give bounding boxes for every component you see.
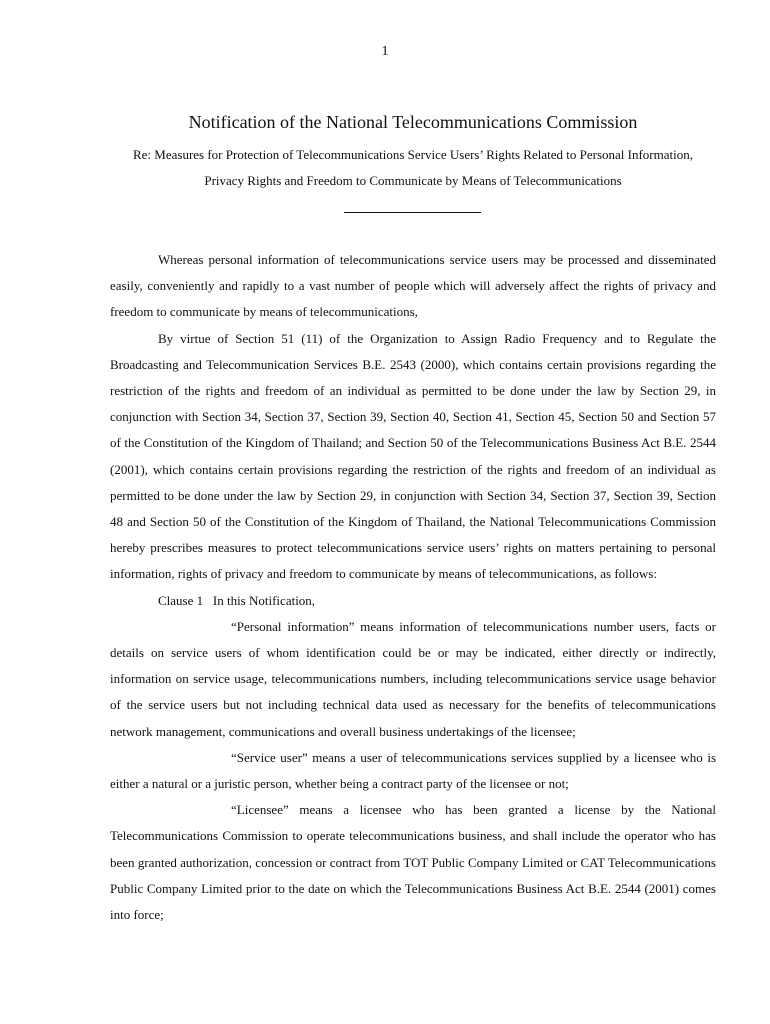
subtitle-line-2: Privacy Rights and Freedom to Communicate by Means of Telecommunications xyxy=(204,173,622,188)
paragraph-whereas: Whereas personal information of telecommunications service users may be processed and disseminated easily, conveniently and rapidly to a vast number of people which will adversely affect the rights of privacy and freedom to communicate by means of telecommunications, xyxy=(110,252,716,320)
definition-personal-information: “Personal information” means information of telecommunications number users, facts or details on service users of whom identification could be or may be indicated, either directly or indirectly, information on service usage, telecommunications numbers, including telecommunications service usage behavior of the service users but not including technical data used as necessary for the benefits of telecommunications network management, communications and overall business undertakings of the licensee; xyxy=(110,618,716,739)
clause-1-heading: Clause 1 In this Notification, xyxy=(158,592,316,608)
definition-licensee: “Licensee” means a licensee who has been granted a license by the National Telecommunications Commission to operate telecommunications business, and shall include the operator who has been granted authorization, concession or contract from TOT Public Company Limited or CAT Telecommunications Public Company Limited prior to the date on which the Telecommunications Business Act B.E. 2544 (2001) comes into force; xyxy=(110,802,716,923)
page-number: 1 xyxy=(381,44,389,59)
title-divider xyxy=(344,212,481,213)
definition-service-user: “Service user” means a user of telecommunications services supplied by a licensee who is either a natural or a juristic person, whether being a contract party of the licensee or not; xyxy=(110,749,716,792)
paragraph-by-virtue: By virtue of Section 51 (11) of the Organization to Assign Radio Frequency and to Regulate the Broadcasting and Telecommunication Services B.E. 2543 (2000), which contains certain provisions regarding the restriction of the rights and freedom of an individual as permitted to be done under the law by Section 29, in conjunction with Section 34, Section 37, Section 39, Section 40, Section 41, Section 45, Section 50 and Section 57 of the Constitution of the Kingdom of Thailand; and Section 50 of the Telecommunications Business Act B.E. 2544 (2001), which contains certain provisions regarding the restriction of the rights and freedom of an individual as permitted to be done under the law by Section 29, in conjunction with Section 34, Section 37, Section 39, Section 48 and Section 50 of the Constitution of the Kingdom of Thailand, the National Telecommunications Commission hereby prescribes measures to protect telecommunications service users’ rights on matters pertaining to personal information, rights of privacy and freedom to communicate by means of telecommunications, as follows: xyxy=(110,330,716,582)
document-body xyxy=(110,247,716,928)
subtitle-line-1: Re: Measures for Protection of Telecommunications Service Users’ Rights Related to Personal Information, xyxy=(132,147,693,162)
document-title: Notification of the National Telecommunications Commission xyxy=(188,112,638,132)
